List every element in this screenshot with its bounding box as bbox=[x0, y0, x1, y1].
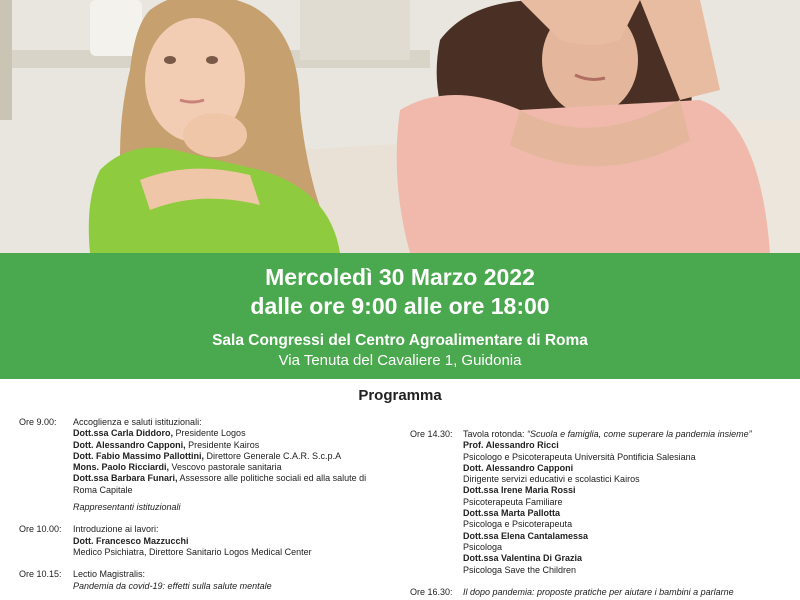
speaker-role: Presidente Kairos bbox=[185, 439, 260, 450]
slot-1430 bbox=[410, 429, 795, 576]
panelist-name: Dott.ssa Elena Cantalamessa bbox=[463, 530, 589, 541]
slot-0900 bbox=[19, 417, 389, 513]
panelist-name: Dott.ssa Valentina Di Grazia bbox=[463, 553, 583, 564]
programme-left-column bbox=[19, 417, 389, 592]
panelist-role: Psicologa e Psicoterapeuta bbox=[463, 519, 573, 530]
event-venue: Sala Congressi del Centro Agroalimentare di Roma bbox=[212, 332, 588, 349]
programme-title: Programma bbox=[358, 387, 442, 404]
speaker-line bbox=[73, 451, 389, 462]
slot-1015 bbox=[19, 569, 389, 592]
slot-time: Ore 16.30: bbox=[410, 586, 453, 597]
speaker-name: Dott. Francesco Mazzucchi bbox=[73, 535, 189, 546]
speaker-line bbox=[73, 462, 389, 473]
slot-intro: Introduzione ai lavori: bbox=[73, 524, 159, 535]
panelist-role: Psicoterapeuta Familiare bbox=[463, 496, 563, 507]
slot-intro: Lectio Magistralis: bbox=[73, 569, 146, 580]
roundtable-topic: “Scuola e famiglia, come superare la pandemia insieme” bbox=[527, 429, 752, 439]
speaker-role: Medico Psichiatra, Direttore Sanitario Logos Medical Center bbox=[73, 546, 312, 557]
speaker-name: Dott.ssa Carla Diddoro, bbox=[73, 428, 174, 439]
panelist-role: Psicologo e Psicoterapeuta Università Pontificia Salesiana bbox=[463, 451, 696, 462]
speaker-role: Direttore Generale C.A.R. S.c.p.A bbox=[204, 450, 342, 461]
roundtable-line bbox=[463, 429, 795, 440]
speaker-name: Dott. Fabio Massimo Pallottini, bbox=[73, 450, 205, 461]
slot-time: Ore 10.00: bbox=[19, 524, 62, 535]
speaker-name: Mons. Paolo Ricciardi, bbox=[73, 462, 170, 473]
speaker-role: Vescovo pastorale sanitaria bbox=[169, 462, 282, 473]
speaker-line bbox=[73, 428, 389, 439]
panelist-name: Prof. Alessandro Ricci bbox=[463, 440, 559, 451]
header-photo bbox=[0, 0, 800, 253]
lecture-title: Pandemia da covid-19: effetti sulla salute mentale bbox=[73, 580, 272, 591]
event-address: Via Tenuta del Cavaliere 1, Guidonia bbox=[278, 352, 522, 369]
speaker-name: Dott. Alessandro Capponi, bbox=[73, 439, 186, 450]
speaker-role-continued: Roma Capitale bbox=[73, 484, 133, 495]
event-banner bbox=[0, 253, 800, 379]
panelist-name: Dott.ssa Irene Maria Rossi bbox=[463, 485, 576, 496]
slot-1000 bbox=[19, 524, 389, 558]
photo-illustration bbox=[0, 0, 800, 253]
event-hours: dalle ore 9:00 alle ore 18:00 bbox=[250, 293, 550, 319]
institutional-note: Rappresentanti istituzionali bbox=[73, 502, 181, 513]
panelist-name: Dott.ssa Marta Pallotta bbox=[463, 508, 561, 519]
panelist-name: Dott. Alessandro Capponi bbox=[463, 462, 574, 473]
slot-time: Ore 9.00: bbox=[19, 417, 57, 427]
slot-intro: Tavola rotonda: bbox=[463, 429, 528, 439]
panelist-role: Psicologa Save the Children bbox=[463, 564, 577, 575]
speaker-name: Dott.ssa Barbara Funari, bbox=[73, 473, 178, 484]
speaker-line bbox=[73, 473, 389, 484]
session-topic: Il dopo pandemia: proposte pratiche per aiutare i bambini a parlarne bbox=[463, 586, 734, 597]
speaker-role: Assessore alle politiche sociali ed alla salute di bbox=[177, 473, 367, 484]
panelist-role: Dirigente servizi educativi e scolastici Kairos bbox=[463, 474, 640, 485]
slot-time: Ore 14.30: bbox=[410, 429, 453, 439]
speaker-role: Presidente Logos bbox=[173, 428, 246, 439]
slot-intro: Accoglienza e saluti istituzionali: bbox=[73, 417, 202, 427]
slot-1630 bbox=[410, 587, 795, 598]
slot-time: Ore 10.15: bbox=[19, 569, 62, 580]
programme-right-column bbox=[410, 429, 795, 598]
event-date: Mercoledì 30 Marzo 2022 bbox=[265, 264, 535, 290]
speaker-line bbox=[73, 440, 389, 451]
panelist-role: Psicologa bbox=[463, 541, 503, 552]
